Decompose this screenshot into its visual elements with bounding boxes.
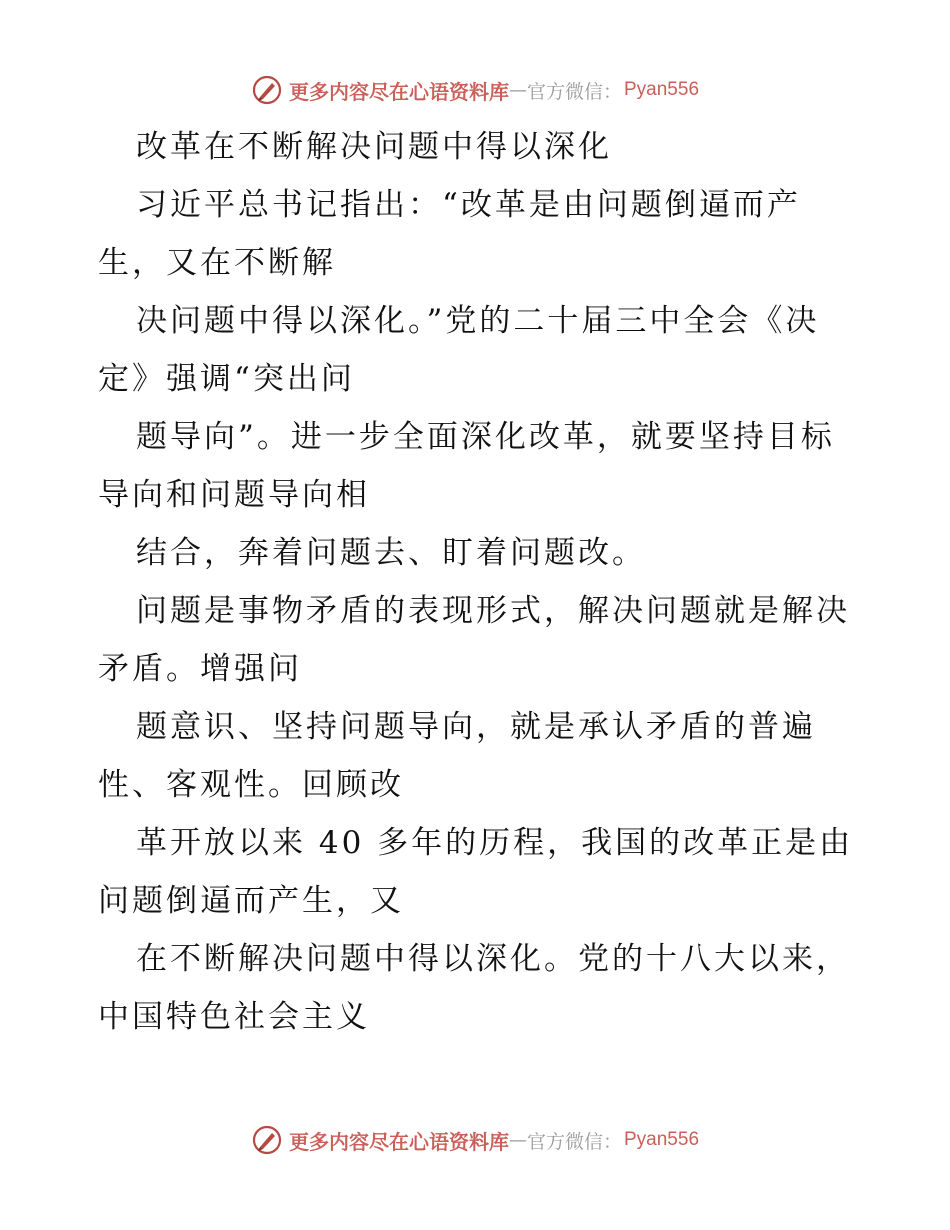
header-wechat-id: Pyan556: [624, 79, 700, 100]
footer-wechat-id: Pyan556: [624, 1129, 700, 1150]
header-banner: [0, 70, 950, 110]
text-line: 革开放以来 40 多年的历程，我国的改革正是由: [136, 825, 854, 861]
pen-logo-icon: [251, 1124, 283, 1156]
text-line: 定》强调“突出问: [98, 361, 355, 397]
footer-banner: [0, 1120, 950, 1160]
text-line: 改革在不断解决问题中得以深化: [136, 129, 612, 165]
text-line: 性、客观性。回顾改: [98, 767, 404, 803]
text-line: 题导向”。进一步全面深化改革，就要坚持目标: [136, 419, 835, 455]
text-line: 中国特色社会主义: [98, 999, 370, 1035]
footer-dash: —: [508, 1129, 527, 1151]
header-wechat-label: 官方微信：: [526, 80, 622, 103]
text-line: 在不断解决问题中得以深化。党的十八大以来，: [136, 941, 850, 977]
footer-wechat-label: 官方微信：: [526, 1130, 622, 1153]
text-line: 题意识、坚持问题导向，就是承认矛盾的普遍: [136, 709, 816, 745]
text-line: 结合，奔着问题去、盯着问题改。: [136, 535, 646, 571]
header-brand-text: 更多内容尽在心语资料库: [288, 79, 509, 104]
pen-logo-icon: [251, 74, 283, 106]
footer-brand-text: 更多内容尽在心语资料库: [288, 1129, 509, 1154]
header-dash: —: [508, 79, 527, 101]
text-line: 矛盾。增强问: [98, 651, 302, 687]
text-line: 生，又在不断解: [98, 245, 336, 281]
document-body: [98, 118, 858, 1046]
text-line: 导向和问题导向相: [98, 477, 370, 513]
text-line: 问题倒逼而产生，又: [98, 883, 404, 919]
text-line: 习近平总书记指出：“改革是由问题倒逼而产: [136, 187, 801, 223]
text-line: 问题是事物矛盾的表现形式，解决问题就是解决: [136, 593, 850, 629]
text-line: 决问题中得以深化。”党的二十届三中全会《决: [136, 303, 820, 339]
